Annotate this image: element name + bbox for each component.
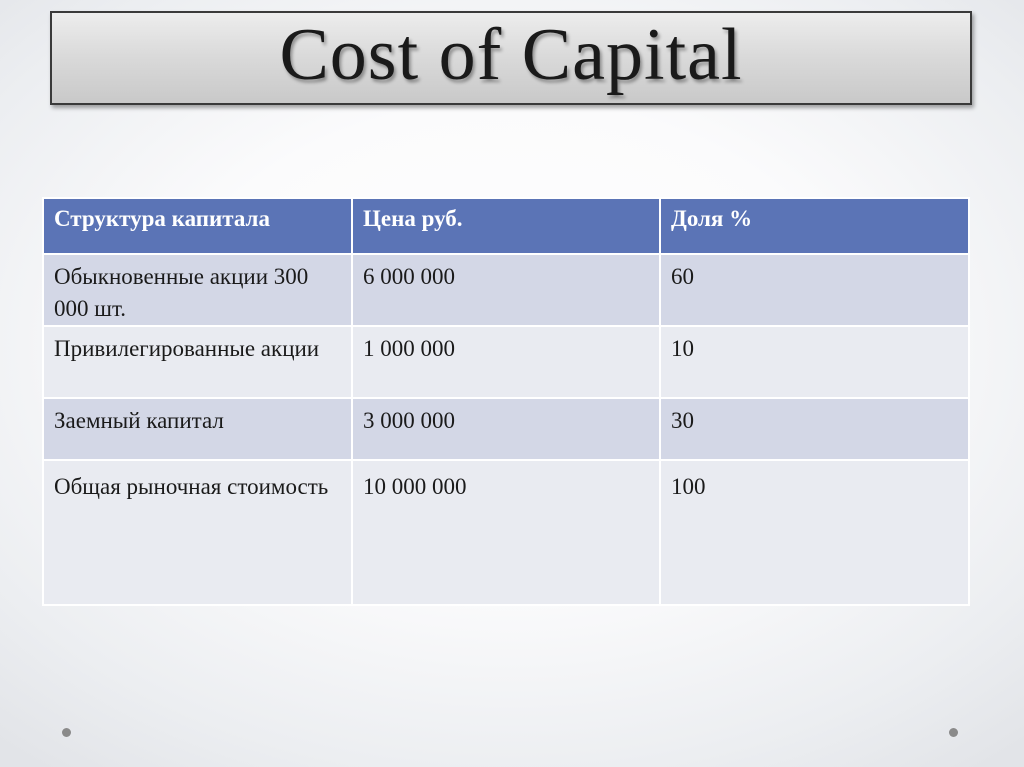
cell-price: 6 000 000 <box>352 254 660 326</box>
cell-share: 30 <box>660 398 969 460</box>
cell-share: 10 <box>660 326 969 398</box>
cell-price: 1 000 000 <box>352 326 660 398</box>
slide-title: Cost of Capital <box>279 14 743 96</box>
table-row <box>43 398 969 460</box>
cell-structure: Привилегированные акции <box>43 326 352 398</box>
cell-structure: Общая рыночная стоимость <box>43 460 352 605</box>
decorative-dot-left-icon <box>62 728 71 737</box>
table-row <box>43 326 969 398</box>
table-row <box>43 254 969 326</box>
table-header-row <box>43 198 969 254</box>
capital-structure-table <box>42 197 970 606</box>
header-structure: Структура капитала <box>43 198 352 254</box>
cell-share: 100 <box>660 460 969 605</box>
decorative-dot-right-icon <box>949 728 958 737</box>
slide-title-box <box>50 11 972 105</box>
header-share: Доля % <box>660 198 969 254</box>
cell-structure: Обыкновенные акции 300 000 шт. <box>43 254 352 326</box>
cell-price: 3 000 000 <box>352 398 660 460</box>
cell-price: 10 000 000 <box>352 460 660 605</box>
cell-structure: Заемный капитал <box>43 398 352 460</box>
header-price: Цена руб. <box>352 198 660 254</box>
table-row <box>43 460 969 605</box>
cell-share: 60 <box>660 254 969 326</box>
